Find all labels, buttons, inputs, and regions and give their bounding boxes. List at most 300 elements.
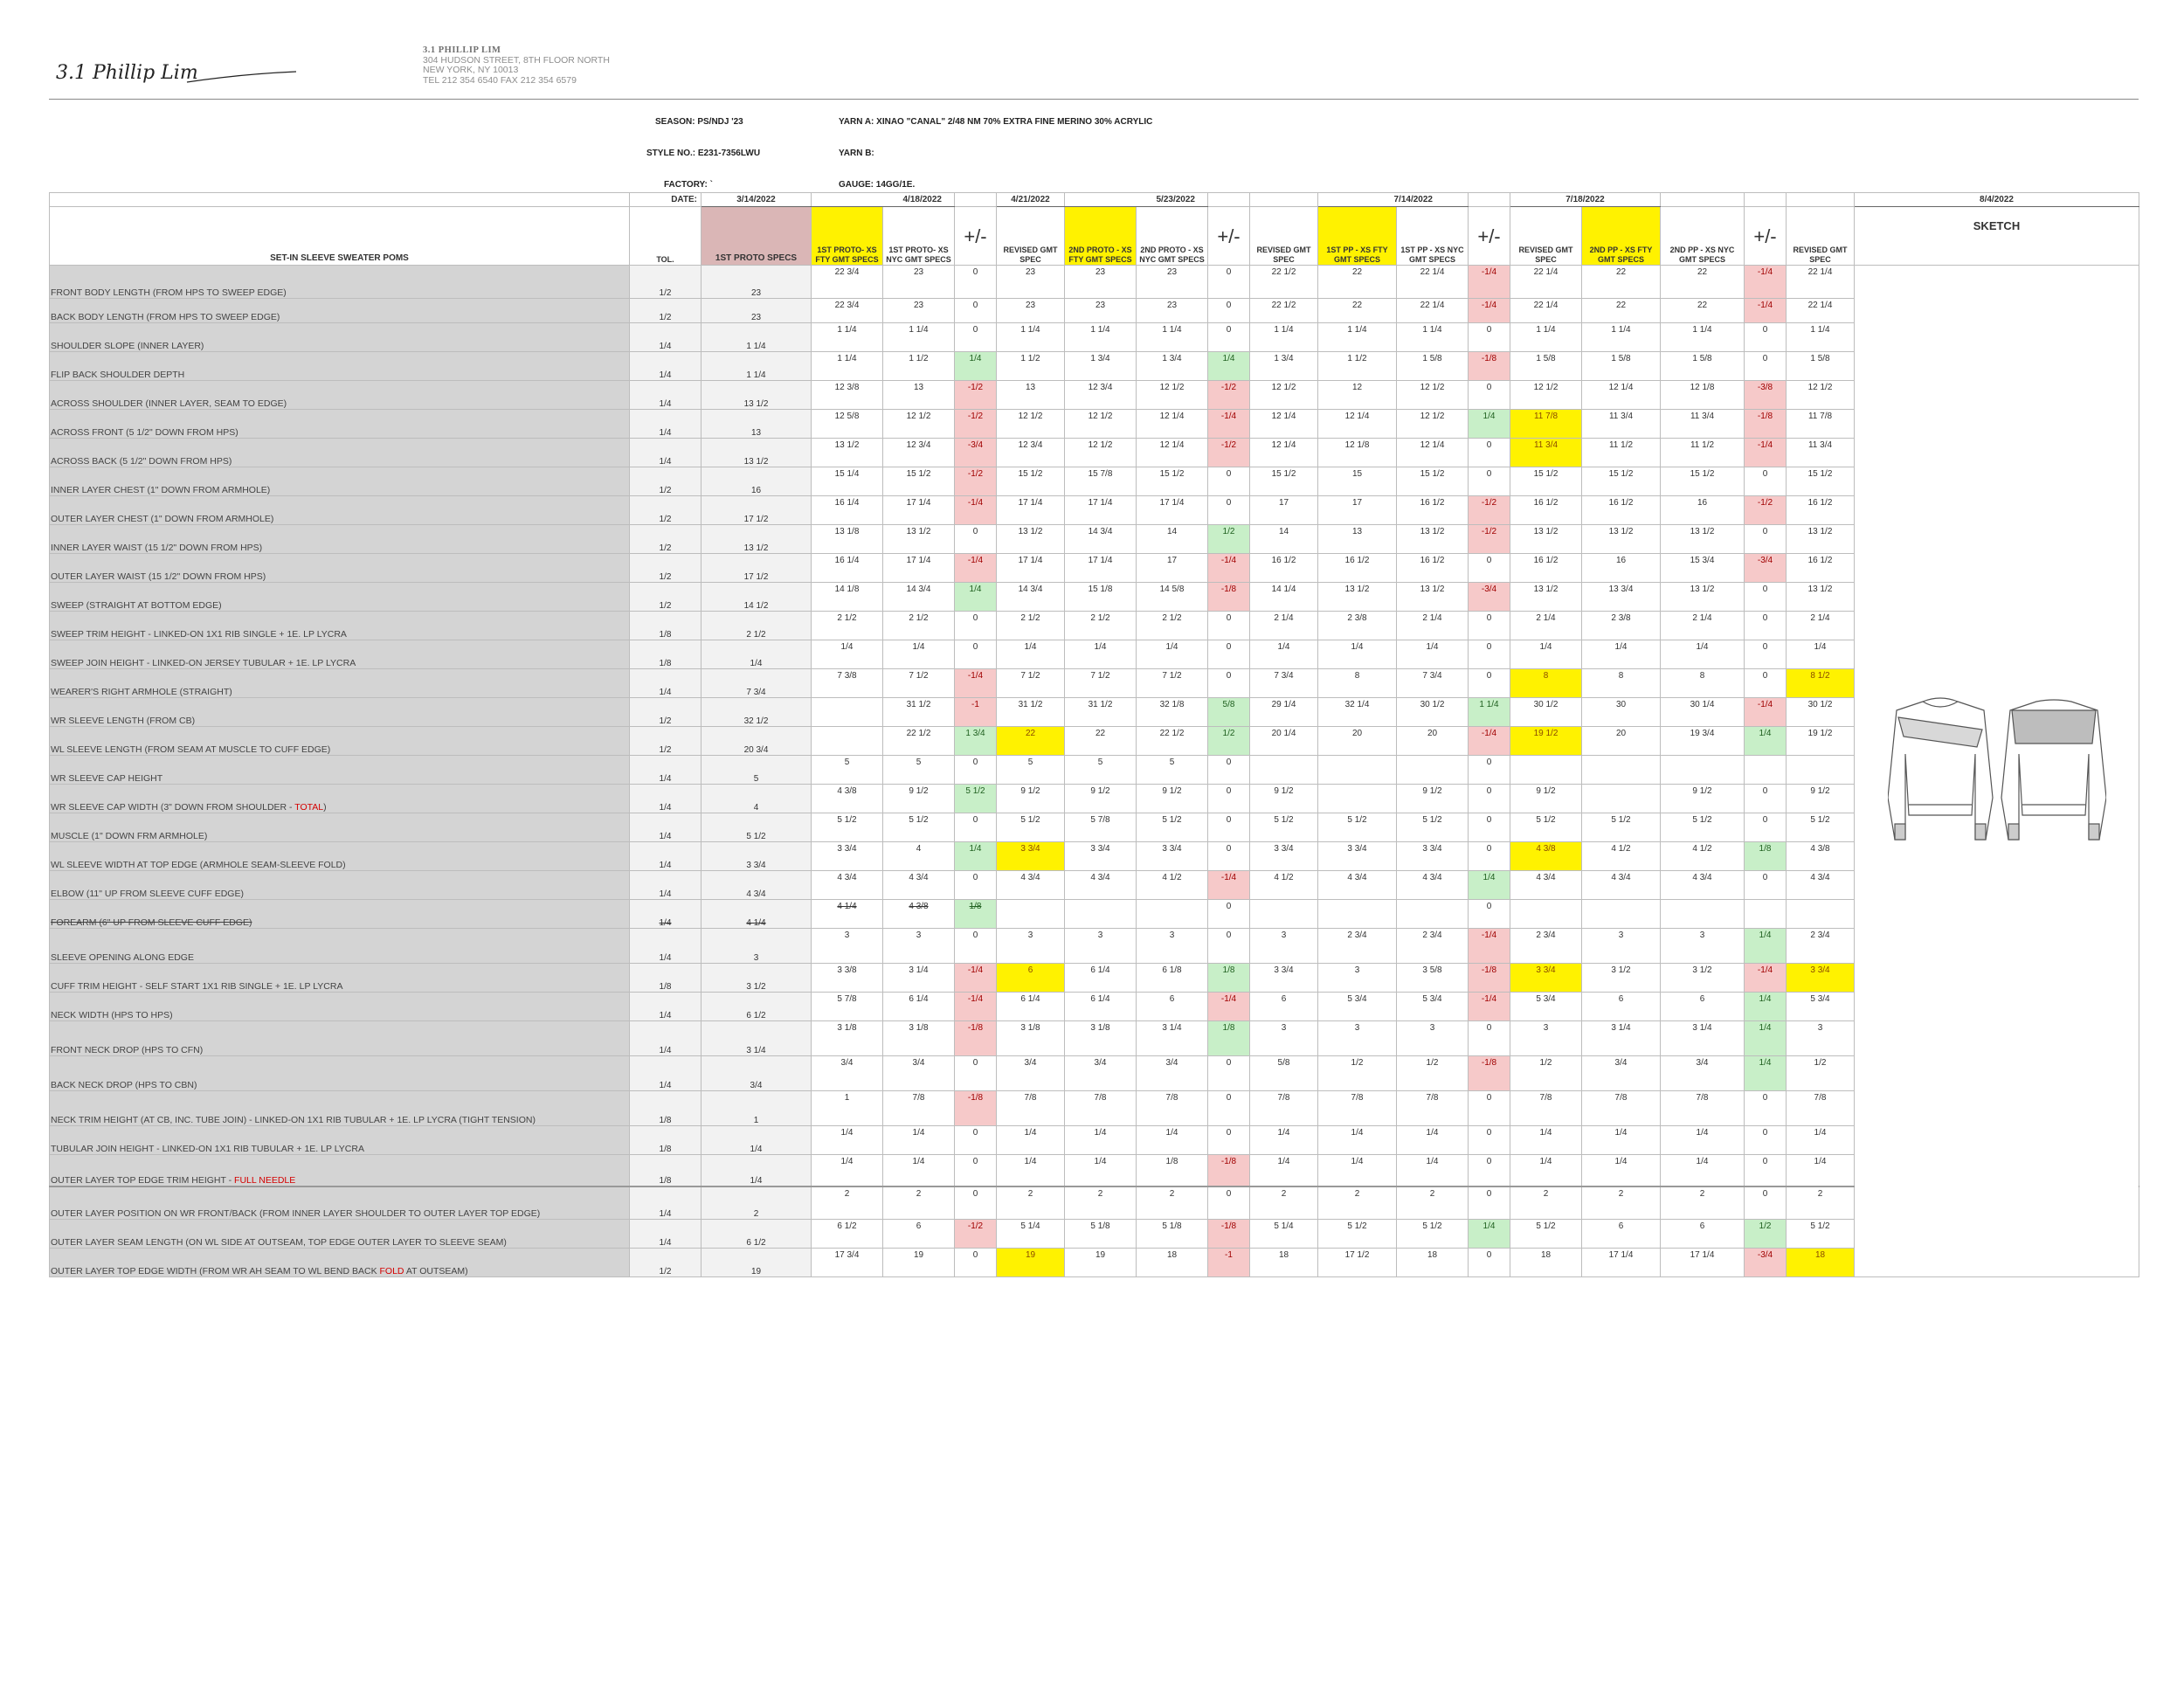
address-line-2: NEW YORK, NY 10013 [423, 65, 519, 75]
pom-text: BACK BODY LENGTH (FROM HPS TO SWEEP EDGE) [51, 312, 280, 322]
pom-text: OUTER LAYER POSITION ON WR FRONT/BACK (FROM INNER LAYER SHOULDER TO OUTER LAYER TOP EDGE) [51, 1208, 541, 1219]
tol-cell: 1/8 [630, 1091, 702, 1126]
measurement-cell: 3 3/4 [1787, 964, 1855, 993]
measurement-cell: 2 [997, 1186, 1065, 1220]
measurement-cell: 2 1/2 [1065, 612, 1137, 640]
measurement-cell: 17 [1318, 496, 1397, 525]
col-2nd-pp-nyc: 2ND PP - XS NYC GMT SPECS [1661, 207, 1745, 266]
diff-cell: 0 [1208, 785, 1250, 813]
diff-cell: 0 [1469, 1021, 1510, 1056]
diff-cell: 1/4 [1745, 1021, 1787, 1056]
measurement-cell: 12 1/2 [1250, 381, 1318, 410]
measurement-cell: 3 1/2 [1661, 964, 1745, 993]
measurement-cell: 12 3/4 [883, 439, 955, 467]
measurement-cell: 5 1/2 [1787, 813, 1855, 842]
diff-cell: 0 [1208, 900, 1250, 929]
tol-cell: 1/4 [630, 900, 702, 929]
measurement-cell: 19 [1065, 1249, 1137, 1277]
pom-text: ACROSS FRONT (5 1/2" DOWN FROM HPS) [51, 427, 238, 438]
measurement-cell: 13 3/4 [1582, 583, 1661, 612]
diff-cell: 1/4 [955, 842, 997, 871]
diff-cell: 1/4 [1469, 871, 1510, 900]
measurement-cell: 15 1/4 [812, 467, 883, 496]
measurement-cell: 7/8 [1318, 1091, 1397, 1126]
style-number-label: STYLE NO.: E231-7356LWU [646, 149, 761, 158]
measurement-cell: 2 [812, 1186, 883, 1220]
measurement-cell: 1 3/4 [1065, 352, 1137, 381]
measurement-cell: 12 1/2 [1065, 410, 1137, 439]
diff-cell: 0 [1745, 1091, 1787, 1126]
diff-cell: -1/2 [1469, 525, 1510, 554]
proto-spec-cell: 19 [702, 1249, 812, 1277]
measurement-cell: 3 [1318, 1021, 1397, 1056]
measurement-cell: 13 1/8 [812, 525, 883, 554]
measurement-cell: 1/4 [1397, 1155, 1469, 1186]
diff-cell: 0 [955, 525, 997, 554]
measurement-cell: 23 [883, 266, 955, 299]
measurement-cell [812, 727, 883, 756]
diff-cell: 0 [955, 612, 997, 640]
diff-cell: 1/4 [1469, 410, 1510, 439]
measurement-cell: 1 1/4 [812, 323, 883, 352]
measurement-cell: 5 1/8 [1137, 1220, 1208, 1249]
measurement-cell: 12 1/4 [1397, 439, 1469, 467]
spec-row [50, 496, 2139, 525]
brand-logo [56, 47, 301, 96]
measurement-cell: 5 1/2 [883, 813, 955, 842]
tol-cell: 1/4 [630, 993, 702, 1021]
measurement-cell: 19 1/2 [1510, 727, 1582, 756]
diff-cell: 1/4 [955, 583, 997, 612]
spec-row [50, 1091, 2139, 1126]
measurement-cell: 2 1/4 [1250, 612, 1318, 640]
pom-cell [50, 1186, 630, 1220]
diff-cell: 0 [1208, 266, 1250, 299]
measurement-cell: 18 [1510, 1249, 1582, 1277]
pom-text-end: ) [323, 802, 327, 813]
measurement-cell: 12 1/2 [883, 410, 955, 439]
pom-text: SWEEP TRIM HEIGHT - LINKED-ON 1X1 RIB SINGLE + 1E. LP LYCRA [51, 629, 347, 640]
measurement-cell: 13 1/2 [1397, 583, 1469, 612]
measurement-cell: 1/4 [1397, 1126, 1469, 1155]
measurement-cell: 6 [883, 1220, 955, 1249]
measurement-cell: 1/4 [883, 1126, 955, 1155]
measurement-cell: 6 [1661, 993, 1745, 1021]
measurement-cell: 6 1/4 [883, 993, 955, 1021]
measurement-cell: 1/4 [1661, 640, 1745, 669]
measurement-cell: 14 [1250, 525, 1318, 554]
tol-cell: 1/4 [630, 410, 702, 439]
tol-cell: 1/2 [630, 525, 702, 554]
spec-row [50, 612, 2139, 640]
measurement-cell: 22 1/4 [1787, 266, 1855, 299]
spec-row [50, 698, 2139, 727]
measurement-cell: 13 1/2 [1661, 525, 1745, 554]
measurement-cell: 3 3/4 [1065, 842, 1137, 871]
col-diff-4: +/- [1745, 207, 1787, 266]
measurement-cell: 22 3/4 [812, 266, 883, 299]
spec-row [50, 1056, 2139, 1091]
tol-cell: 1/4 [630, 1021, 702, 1056]
measurement-cell: 4 3/4 [1510, 871, 1582, 900]
measurement-cell: 29 1/4 [1250, 698, 1318, 727]
measurement-cell: 13 [1318, 525, 1397, 554]
measurement-cell: 5 3/4 [1397, 993, 1469, 1021]
measurement-cell: 17 3/4 [812, 1249, 883, 1277]
diff-cell: 0 [955, 813, 997, 842]
measurement-cell: 16 1/2 [1397, 496, 1469, 525]
measurement-cell [1582, 756, 1661, 785]
measurement-cell [1250, 900, 1318, 929]
measurement-cell: 1 1/2 [997, 352, 1065, 381]
proto-spec-cell: 17 1/2 [702, 554, 812, 583]
tol-cell: 1/8 [630, 1155, 702, 1186]
measurement-cell: 5 1/2 [997, 813, 1065, 842]
col-2nd-pp-fty: 2ND PP - XS FTY GMT SPECS [1582, 207, 1661, 266]
measurement-cell: 7/8 [1065, 1091, 1137, 1126]
measurement-cell: 22 [1582, 299, 1661, 323]
measurement-cell: 13 1/2 [1661, 583, 1745, 612]
measurement-cell [1661, 900, 1745, 929]
measurement-cell: 1 5/8 [1661, 352, 1745, 381]
measurement-cell: 32 1/4 [1318, 698, 1397, 727]
proto-spec-cell: 20 3/4 [702, 727, 812, 756]
diff-cell: -1/4 [955, 964, 997, 993]
diff-cell: 1/2 [1745, 1220, 1787, 1249]
measurement-cell: 2 [1065, 1186, 1137, 1220]
measurement-cell: 22 1/2 [883, 727, 955, 756]
measurement-cell: 23 [997, 266, 1065, 299]
diff-cell: 0 [1208, 640, 1250, 669]
pom-cell [50, 756, 630, 785]
diff-cell: 0 [1745, 583, 1787, 612]
measurement-cell: 5 [812, 756, 883, 785]
spec-row [50, 871, 2139, 900]
measurement-cell: 6 [1582, 1220, 1661, 1249]
measurement-cell: 22 [1318, 266, 1397, 299]
measurement-cell: 5 1/2 [1318, 1220, 1397, 1249]
measurement-cell: 3/4 [1137, 1056, 1208, 1091]
pom-cell [50, 381, 630, 410]
pom-text: OUTER LAYER TOP EDGE TRIM HEIGHT - [51, 1174, 235, 1186]
diff-cell: 0 [1745, 1186, 1787, 1220]
diff-cell: 0 [1745, 813, 1787, 842]
diff-cell: 0 [955, 929, 997, 964]
proto-spec-cell: 4 1/4 [702, 900, 812, 929]
diff-cell: 0 [1745, 1155, 1787, 1186]
measurement-cell: 7/8 [1582, 1091, 1661, 1126]
tol-cell: 1/4 [630, 929, 702, 964]
proto-spec-cell: 1 1/4 [702, 323, 812, 352]
measurement-cell: 3 [1582, 929, 1661, 964]
col-1st-proto-fty: 1ST PROTO- XS FTY GMT SPECS [812, 207, 883, 266]
measurement-cell: 7 3/4 [1397, 669, 1469, 698]
measurement-cell: 14 3/4 [883, 583, 955, 612]
spec-row [50, 640, 2139, 669]
pom-text: WR SLEEVE CAP WIDTH (3" DOWN FROM SHOULDER - [51, 802, 295, 813]
measurement-cell: 3 5/8 [1397, 964, 1469, 993]
measurement-cell: 19 [997, 1249, 1065, 1277]
measurement-cell: 1 1/4 [1582, 323, 1661, 352]
pom-cell [50, 266, 630, 299]
proto-spec-cell: 32 1/2 [702, 698, 812, 727]
measurement-cell: 16 1/2 [1250, 554, 1318, 583]
diff-cell: 0 [1208, 756, 1250, 785]
measurement-cell: 12 1/2 [1137, 381, 1208, 410]
diff-cell: 0 [1469, 1249, 1510, 1277]
pom-text: WL SLEEVE LENGTH (FROM SEAM AT MUSCLE TO CUFF EDGE) [51, 744, 331, 755]
spec-row [50, 1155, 2139, 1186]
diff-cell: -1/4 [1208, 410, 1250, 439]
measurement-cell: 16 1/2 [1318, 554, 1397, 583]
tol-cell: 1/2 [630, 698, 702, 727]
measurement-cell [1787, 756, 1855, 785]
proto-spec-cell: 23 [702, 266, 812, 299]
measurement-cell: 1/8 [1137, 1155, 1208, 1186]
spec-row [50, 813, 2139, 842]
pom-text: SWEEP (STRAIGHT AT BOTTOM EDGE) [51, 600, 222, 611]
diff-cell: 1/2 [1208, 525, 1250, 554]
measurement-cell: 1/4 [1318, 1126, 1397, 1155]
tol-cell: 1/4 [630, 842, 702, 871]
measurement-cell: 3/4 [997, 1056, 1065, 1091]
measurement-cell: 5 7/8 [1065, 813, 1137, 842]
diff-cell: 5/8 [1208, 698, 1250, 727]
measurement-cell: 22 [1318, 299, 1397, 323]
tol-cell: 1/2 [630, 467, 702, 496]
diff-cell: -1/4 [955, 554, 997, 583]
measurement-cell: 1/4 [1510, 640, 1582, 669]
diff-cell: -3/4 [1469, 583, 1510, 612]
measurement-cell: 9 1/2 [1510, 785, 1582, 813]
diff-cell: -1/2 [955, 381, 997, 410]
measurement-cell: 3 3/4 [1510, 964, 1582, 993]
diff-cell: -1/4 [1208, 554, 1250, 583]
measurement-cell: 22 1/2 [1250, 299, 1318, 323]
measurement-cell: 30 1/2 [1397, 698, 1469, 727]
measurement-cell: 2 3/4 [1318, 929, 1397, 964]
measurement-cell [1318, 785, 1397, 813]
measurement-cell: 8 [1582, 669, 1661, 698]
measurement-cell: 2 [1137, 1186, 1208, 1220]
measurement-cell [997, 900, 1065, 929]
measurement-cell: 8 1/2 [1787, 669, 1855, 698]
measurement-cell: 5 1/2 [1787, 1220, 1855, 1249]
diff-cell: -1/8 [1208, 1220, 1250, 1249]
pom-cell [50, 583, 630, 612]
spec-row [50, 410, 2139, 439]
measurement-cell: 2 [1250, 1186, 1318, 1220]
diff-cell: 0 [1469, 785, 1510, 813]
diff-cell: -1/4 [1208, 871, 1250, 900]
measurement-cell: 4 3/8 [1510, 842, 1582, 871]
pom-cell [50, 496, 630, 525]
diff-cell: 0 [1469, 1186, 1510, 1220]
pom-cell [50, 993, 630, 1021]
logo-wordmark: 3.1 Phillip Lim [56, 62, 198, 84]
measurement-cell: 12 1/4 [1582, 381, 1661, 410]
spec-row [50, 554, 2139, 583]
proto-spec-cell: 4 [702, 785, 812, 813]
measurement-cell: 3 1/8 [812, 1021, 883, 1056]
diff-cell: 0 [1208, 299, 1250, 323]
spec-row [50, 900, 2139, 929]
measurement-cell: 1 5/8 [1397, 352, 1469, 381]
measurement-cell: 30 1/4 [1661, 698, 1745, 727]
tol-cell: 1/2 [630, 266, 702, 299]
proto-spec-cell: 1/4 [702, 1126, 812, 1155]
factory-label: FACTORY: ` [664, 180, 713, 190]
diff-cell: -1/4 [1469, 929, 1510, 964]
measurement-cell: 3 1/4 [1137, 1021, 1208, 1056]
measurement-cell: 22 1/4 [1510, 266, 1582, 299]
measurement-cell: 15 1/2 [1137, 467, 1208, 496]
diff-cell: 0 [1208, 842, 1250, 871]
measurement-cell: 22 [1582, 266, 1661, 299]
measurement-cell: 5 [1137, 756, 1208, 785]
measurement-cell: 1/4 [812, 640, 883, 669]
measurement-cell: 3 3/4 [1250, 842, 1318, 871]
measurement-cell: 11 7/8 [1787, 410, 1855, 439]
measurement-cell: 22 1/2 [1137, 727, 1208, 756]
measurement-cell: 5 1/2 [1137, 813, 1208, 842]
spec-table [49, 192, 2139, 1277]
measurement-cell: 1 1/4 [1137, 323, 1208, 352]
pom-text: NECK TRIM HEIGHT (AT CB, INC. TUBE JOIN) - LINKED-ON 1X1 RIB TUBULAR + 1E. LP LYCRA (TIGHT TENSION) [51, 1115, 536, 1125]
pom-highlight-text: FULL NEEDLE [234, 1174, 296, 1186]
measurement-cell: 5 [1065, 756, 1137, 785]
diff-cell: 0 [1745, 612, 1787, 640]
measurement-cell: 3 3/8 [812, 964, 883, 993]
pom-cell [50, 964, 630, 993]
sketch-header: SKETCH [1855, 207, 2139, 266]
tol-cell: 1/4 [630, 1056, 702, 1091]
measurement-cell: 4 3/4 [1318, 871, 1397, 900]
measurement-cell: 3 1/4 [1661, 1021, 1745, 1056]
measurement-cell [812, 698, 883, 727]
company-name: 3.1 PHILLIP LIM [423, 45, 501, 55]
measurement-cell: 1 5/8 [1510, 352, 1582, 381]
measurement-cell: 5 1/2 [1397, 813, 1469, 842]
measurement-cell: 6 1/8 [1137, 964, 1208, 993]
measurement-cell: 20 [1582, 727, 1661, 756]
measurement-cell: 3 [1397, 1021, 1469, 1056]
diff-cell: 0 [1745, 669, 1787, 698]
measurement-cell: 5 [883, 756, 955, 785]
measurement-cell: 13 1/2 [1510, 583, 1582, 612]
diff-cell: 0 [1745, 640, 1787, 669]
col-1st-pp-fty: 1ST PP - XS FTY GMT SPECS [1318, 207, 1397, 266]
measurement-cell: 5 [997, 756, 1065, 785]
measurement-cell: 22 1/4 [1397, 266, 1469, 299]
measurement-cell: 1/4 [812, 1155, 883, 1186]
measurement-cell: 3 [1661, 929, 1745, 964]
measurement-cell: 14 1/4 [1250, 583, 1318, 612]
measurement-cell: 4 3/8 [1787, 842, 1855, 871]
measurement-cell: 15 7/8 [1065, 467, 1137, 496]
measurement-cell: 22 3/4 [812, 299, 883, 323]
measurement-cell: 2 1/4 [1787, 612, 1855, 640]
spec-row [50, 727, 2139, 756]
measurement-cell: 1/4 [1661, 1155, 1745, 1186]
measurement-cell: 4 3/4 [1582, 871, 1661, 900]
diff-cell: 0 [955, 323, 997, 352]
measurement-cell: 12 1/2 [1397, 410, 1469, 439]
measurement-cell: 7/8 [883, 1091, 955, 1126]
spec-row [50, 929, 2139, 964]
season-label: SEASON: PS/NDJ '23 [655, 117, 743, 127]
measurement-cell [1661, 756, 1745, 785]
date-revised-final: 8/4/2022 [1855, 193, 2139, 207]
tol-cell: 1/4 [630, 1186, 702, 1220]
measurement-cell: 1 5/8 [1582, 352, 1661, 381]
pom-cell [50, 640, 630, 669]
proto-spec-cell: 2 [702, 1186, 812, 1220]
date-revised-1: 4/21/2022 [997, 193, 1065, 207]
sketch-cell [1855, 266, 2139, 1277]
measurement-cell: 16 1/4 [812, 554, 883, 583]
measurement-cell: 16 1/2 [1510, 554, 1582, 583]
measurement-cell: 5 7/8 [812, 993, 883, 1021]
proto-spec-cell: 1/4 [702, 1155, 812, 1186]
tol-cell: 1/4 [630, 669, 702, 698]
pom-text: SWEEP JOIN HEIGHT - LINKED-ON JERSEY TUBULAR + 1E. LP LYCRA [51, 658, 356, 668]
measurement-cell: 17 [1137, 554, 1208, 583]
diff-cell: -1/4 [1745, 439, 1787, 467]
diff-cell: 0 [1469, 1155, 1510, 1186]
spec-row [50, 381, 2139, 410]
diff-cell: 0 [1469, 813, 1510, 842]
col-revised-3: REVISED GMT SPEC [1510, 207, 1582, 266]
tol-cell: 1/4 [630, 1220, 702, 1249]
measurement-cell: 16 1/4 [812, 496, 883, 525]
diff-cell: 0 [1745, 871, 1787, 900]
measurement-cell: 1/4 [1397, 640, 1469, 669]
diff-cell: -1/8 [1469, 1056, 1510, 1091]
measurement-cell: 23 [1065, 266, 1137, 299]
measurement-cell: 14 3/4 [997, 583, 1065, 612]
measurement-cell: 1 1/4 [1787, 323, 1855, 352]
measurement-cell: 15 [1318, 467, 1397, 496]
measurement-cell [1397, 900, 1469, 929]
pom-cell [50, 1155, 630, 1186]
measurement-cell: 15 1/2 [1397, 467, 1469, 496]
diff-cell: 0 [1469, 842, 1510, 871]
diff-cell: 0 [1469, 1091, 1510, 1126]
diff-cell: 0 [1469, 756, 1510, 785]
diff-cell: -1/2 [1469, 496, 1510, 525]
tol-cell: 1/4 [630, 352, 702, 381]
pom-cell [50, 1091, 630, 1126]
measurement-cell: 6 [1661, 1220, 1745, 1249]
pom-highlight-text: TOTAL [294, 802, 324, 813]
measurement-cell: 3 [1137, 929, 1208, 964]
pom-cell [50, 554, 630, 583]
diff-cell: -1/4 [1469, 727, 1510, 756]
measurement-cell: 8 [1661, 669, 1745, 698]
pom-text: OUTER LAYER WAIST (15 1/2" DOWN FROM HPS) [51, 571, 266, 582]
measurement-cell: 3 1/2 [1582, 964, 1661, 993]
measurement-cell: 15 3/4 [1661, 554, 1745, 583]
date-1st-proto: 4/18/2022 [812, 193, 955, 207]
measurement-cell: 2 1/4 [1510, 612, 1582, 640]
measurement-cell: 11 3/4 [1787, 439, 1855, 467]
diff-cell: 0 [955, 299, 997, 323]
garment-sketch [1888, 693, 2106, 850]
pom-text: OUTER LAYER TOP EDGE WIDTH (FROM WR AH SEAM TO WL BEND BACK [51, 1266, 380, 1276]
measurement-cell: 4 1/2 [1137, 871, 1208, 900]
measurement-cell: 14 [1137, 525, 1208, 554]
